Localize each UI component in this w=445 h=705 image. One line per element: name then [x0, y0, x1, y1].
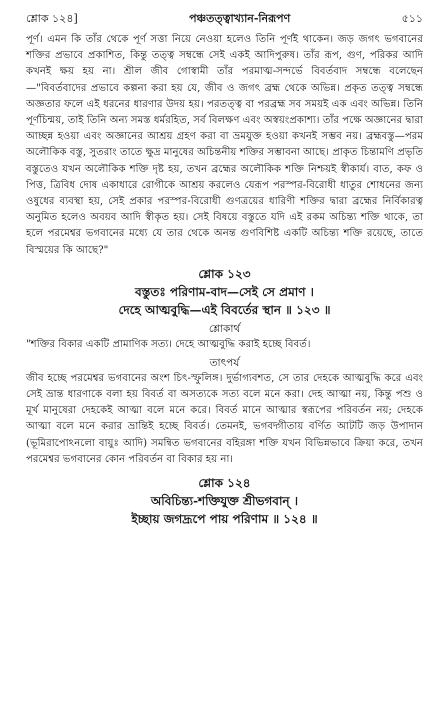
- translation-heading: শ্লোকার্থ: [208, 322, 241, 335]
- page-header: [26, 10, 423, 32]
- header-chapter-title: পঞ্চতত্ত্বাখ্যান-নিরূপণ: [189, 12, 291, 25]
- verse-123-heading: শ্লোক ১২৩: [198, 266, 251, 281]
- translation-text: "শক্তির বিকার একটি প্রামাণিক সত্য। দেহে আত্মবুদ্ধি করাই হচ্ছে বিবর্ত।: [26, 338, 311, 350]
- page-number: ৫১১: [401, 12, 423, 25]
- purport-heading: তাৎপর্য: [209, 356, 240, 369]
- verse-123-line-2: দেহে আত্মবুদ্ধি—এই বিবর্তের স্থান ॥ ১২৩ ॥: [118, 302, 331, 317]
- purport-text: জীব হচ্ছে পরমেশ্বর ভগবানের অংশ চিৎ-স্ফুলিঙ্গ। দুর্ভাগ্যবশত, সে তার দেহকে আত্মবুদ্ধি করে এবং সেই ভ্রান্ত ধারণাকে বলা হয় বিবর্ত বা অসত্যকে সত্য বলে মনে করা। দেহ আত্মা নয়, কিন্তু পশু ও মূর্খ মানুষেরা দেহকেই আত্মা বলে মনে করে। বিবর্ত মানে আত্মার স্বরূপের পরিবর্তন নয়; দেহকে আত্মা বলে মনে করার ভ্রান্তিই হচ্ছে বিবর্ত। তেমনই, ভগবদ্গীতায় বর্ণিত আটটি জড় উপাদান (ভূমিরাপোঽনলো বায়ুঃ আদি) সমন্বিত ভগবানের বহিরঙ্গা শক্তি যখন বিভিন্নভাবে ক্রিয়া করে, তখন পরমেশ্বর ভগবানের কোন পরিবর্তন বা বিকার হয় না।: [26, 372, 423, 465]
- intro-paragraph: পূর্ণ। এমন কি তাঁর থেকে পূর্ণ সত্তা নিয়ে নেওয়া হলেও তিনি পূর্ণই থাকেন। জড় জগৎ ভগবানের শক্তির প্রভাবে প্রকাশিত, কিন্তু তত্ত্ব সম্বন্ধে সেই একই আদিপুরুষ। তাঁর রূপ, গুণ, পরিকর আদি কখনই ক্ষয় হয় না। শ্রীল জীব গোস্বামী তাঁর পরমাত্ম-সন্দর্ভে বিবর্তবাদ সম্বন্ধে বলেছেন—"বিবর্তবাদের প্রভাবে কল্পনা করা হয় যে, জীব ও জগৎ ব্রহ্ম থেকে অভিন্ন। প্রকৃত তত্ত্ব সম্বন্ধে অজ্ঞতার ফলে এই ধরনের ধারণার উদয় হয়। পরতত্ত্ব বা পরব্রহ্ম সব সময়ই এক এবং অভিন্ন। তিনি পূর্ণচিন্ময়, তাই তিনি অন্য সমস্ত ধর্মরহিত, সর্ব বিলক্ষণ এবং অস্বয়ংপ্রকাশ্য। তাঁর পক্ষে অজ্ঞানের দ্বারা আচ্ছন্ন হওয়া এবং অজ্ঞানের আশ্রয় গ্রহণ করা বা ভ্রমযুক্ত হওয়া কখনই সম্ভব নয়। ব্রহ্মবস্তু—পরম অলৌকিক বস্তু, সুতরাং তাতে ক্ষুদ্র মানুষের অচিন্তনীয় শক্তির সম্ভাবনা আছে। প্রাকৃত চিন্তামণি প্রভৃতি বস্তুতেও যখন অলৌকিক শক্তি দৃষ্ট হয়, তখন ব্রহ্মের অলৌকিক শক্তি নিশ্চয়ই স্বীকার্য। বাত, কফ ও পিত্ত, ত্রিবিধ দোষ একাধারে রোগীকে আশ্রয় করলেও যেরূপ পরস্পর-বিরোধী ধাতুর শোধনের জন্য ওষুধের ব্যবস্থা হয়, সেই প্রকার পরস্পর-বিরোধী গুণত্রয়ের ধারিণী শক্তির দ্বারা ব্রহ্মের নির্বিকারত্ব অনুমিত হলেও অবয়ব আদি স্বীকৃত হয়। সেই বিষয়ে বস্তুতে যদি এই রকম অচিন্ত্য শক্তি থাকে, তা হলে পরমেশ্বর ভগবানের মধ্যে যে তার থেকে অনন্ত গুণবিশিষ্ট একটি অচিন্ত্য শক্তি রয়েছে, তাতে বিস্ময়ের কি আছে?": [26, 34, 423, 256]
- verse-124-line-2: ইচ্ছায় জগদ্রূপে পায় পরিণাম ॥ ১২৪ ॥: [131, 512, 318, 527]
- verse-123-line-1: বস্তুতঃ পরিণাম-বাদ—সেই সে প্রমাণ ।: [135, 284, 314, 299]
- verse-124-line-1: অবিচিন্ত্য-শক্তিযুক্ত শ্রীভগবান্ ।: [150, 494, 299, 509]
- header-verse-range: শ্লোক ১২৪]: [26, 12, 78, 25]
- verse-124-heading: শ্লোক ১২৪: [198, 476, 251, 491]
